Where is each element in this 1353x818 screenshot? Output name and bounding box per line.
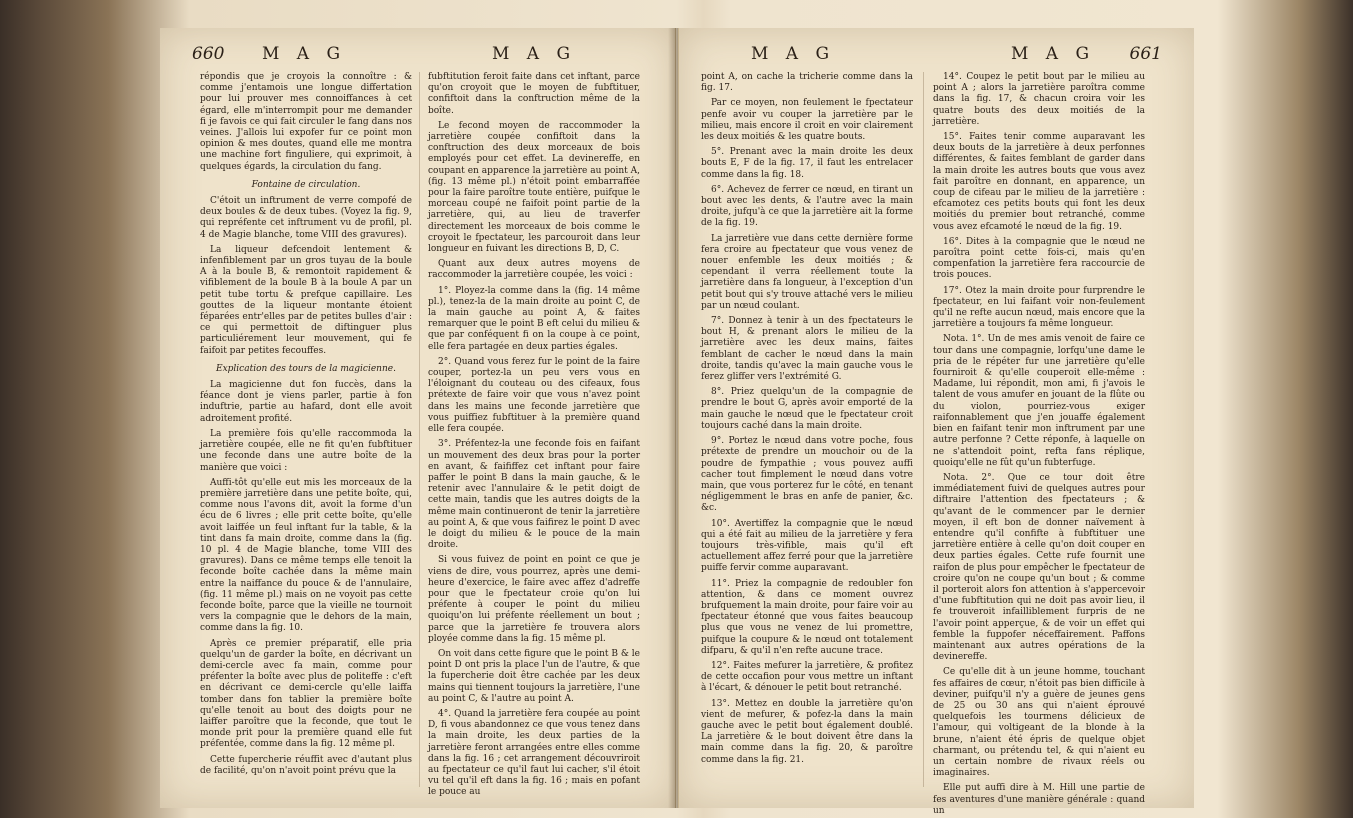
paragraph: Par ce moyen, non feulement le fpectateur penfe avoir vu couper la jarretière par le milieu, mais encore il croit en voir clairement les deux moitiés & les quatre bouts. (701, 98, 913, 143)
paragraph: 3°. Préfentez-la une feconde fois en faifant un mouvement des deux bras pour la porter en avant, & faififfez cet inftant pour faire paffer le point B dans la main gauche, & le retenir avec l'annulaire & le petit doigt de cette main, tandis que les autres doigts de la même main continueront de tenir la jarretière au point A, & que vous faifirez le point D avec le doigt du milieu & le pouce de la main droite. (428, 439, 640, 551)
paragraph: Cette fupercherie réuffit avec d'autant plus de facilité, qu'on n'avoit point prévu que la (200, 754, 412, 776)
paragraph: C'étoit un inftrument de verre compofé de deux boules & de deux tubes. (Voyez la fig. 9, qui repréfente cet inftrument vu de profil, pl. 4 de Magie blanche, tome VIII des gravures). (200, 196, 412, 240)
paragraph: La jarretière vue dans cette dernière forme fera croire au fpectateur que vous venez de nouer enfemble les deux moitiés ; & cependant il verra réellement toute la jarretière dans fa longueur, à l'exception d'un petit bout qui s'y trouve attaché vers le milieu par un nœud coulant. (701, 233, 913, 311)
paragraph: Nota. 2°. Que ce tour doit être immédiatement fuivi de quelques autres pour diftraire l'attention des fpectateurs ; & qu'avant de le commencer par le dernier moyen, il eft bon de donner naïvement à entendre qu'il confifte à fubftituer une jarretière entière à celle qu'on doit couper en deux parties égales. Cette rufe fournit une raifon de plus pour empêcher le fpectateur de croire qu'on ne coupe qu'un bout ; & comme il porteroit alors fon attention à s'appercevoir d'une fubftitution qui ne doit pas avoir lieu, il fe trouveroit infailliblement furpris de ne l'avoir point apperçue, & de voir un effet qui femble la fuppofer néceffairement. Paffons maintenant aux autres opérations de la devinereffe. (933, 472, 1145, 663)
paragraph: 12°. Faites mefurer la jarretière, & profitez de cette occafion pour vous mettre un inftant à l'écart, & dénouer le petit bout retranché. (701, 660, 913, 694)
paragraph: 4°. Quand la jarretière fera coupée au point D, fi vous abandonnez ce que vous tenez dans la main droite, les deux parties de la jarretière feront arrangées entre elles comme dans la fig. 16 ; cet arrangement découvriroit au fpectateur ce qu'il faut lui cacher, s'il étoit vu tel qu'il eft dans la fig. 16 ; mais en pofant le pouce au (428, 708, 640, 798)
column-divider (923, 72, 924, 787)
paragraph: On voit dans cette figure que le point B & le point D ont pris la place l'un de l'autre, & que la fupercherie doit être cachée par les deux mains qui tiennent toujours la jarretière, l'une au point C, & l'autre au point A. (428, 648, 640, 704)
right-running-head (711, 44, 1162, 66)
left-page (160, 28, 676, 808)
column-divider (419, 72, 420, 787)
right-running-title-2: M A G (1011, 44, 1096, 64)
paragraph: Ce qu'elle dit à un jeune homme, touchant fes affaires de cœur, n'étoit pas bien difficile à deviner, puifqu'il n'y a guère de jeunes gens de 25 ou 30 ans qui n'aient éprouvé quelquefois les tourmens délicieux de l'amour, qui voltigeant de la blonde à la brune, n'aient été épris de quelque objet charmant, ou prétendu tel, & qui n'aient eu un certain nombre de rivaux réels ou imaginaires. (933, 667, 1145, 779)
left-page-number: 660 (192, 44, 225, 64)
paragraph: 16°. Dites à la compagnie que le nœud ne paroîtra point cette fois-ci, mais qu'en compenfation la jarretière fera raccourcie de trois pouces. (933, 236, 1145, 281)
paragraph: Le fecond moyen de raccommoder la jarretière coupée confiftoit dans la conftruction des deux morceaux de bois employés pour cet effet. La devinereffe, en coupant en apparence la jarretière au point A, (fig. 13 même pl.) n'étoit point embarraffée pour la faire paroître toute entière, puifque le morceau coupé ne faifoit point partie de la jarretière, qui, au lieu de traverfer directement les morceaux de bois comme le croyoit le fpectateur, les parcouroit dans leur longueur en fuivant les directions B, D, C. (428, 120, 640, 255)
left-column-2 (428, 72, 640, 798)
paragraph: 17°. Otez la main droite pour furprendre le fpectateur, en lui faifant voir non-feulement qu'il ne refte aucun nœud, mais encore que la jarretière a toujours fa même longueur. (933, 285, 1145, 330)
paragraph: Si vous fuivez de point en point ce que je viens de dire, vous pourrez, après une demi-heure d'exercice, le faire avec affez d'adreffe pour que le fpectateur croie qu'on lui préfente à couper le point du milieu quoiqu'on lui préfente réellement un bout ; parce que la jarretière fe trouvera alors ployée comme dans la fig. 15 même pl. (428, 555, 640, 644)
paragraph: 11°. Priez la compagnie de redoubler fon attention, & dans ce moment ouvrez brufquement la main droite, pour faire voir au fpectateur étonné que vous faites beaucoup plus que vous ne venez de lui promettre, puifque la coupure & le nœud ont totalement difparu, & qu'il n'en refte aucune trace. (701, 578, 913, 656)
paragraph: 2°. Quand vous ferez fur le point de la faire couper, portez-la un peu vers vous en l'éloignant du couteau ou des cifeaux, fous prétexte de faire voir que vous n'avez point dans les mains une feconde jarretière que vous puiffiez fubftituer à la première quand elle fera coupée. (428, 356, 640, 435)
paragraph: répondis que je croyois la connoître : & comme j'entamois une longue differtation pour lui prouver mes connoiffances à cet égard, elle m'interrompit pour me demander fi je favois ce qui fait circuler le fang dans nos veines. J'allois lui expofer fur ce point mon opinion & mes doutes, quand elle me montra une machine fort finguliere, qui exprimoit, à quelques égards, la circulation du fang. (200, 72, 412, 172)
paragraph: Elle put auffi dire à M. Hill une partie de fes aventures d'une manière générale : quand un (933, 783, 1145, 816)
paragraph: 7°. Donnez à tenir à un des fpectateurs le bout H, & prenant alors le milieu de la jarretière avec les deux mains, faites femblant de cacher le nœud dans la main droite, tandis qu'avec la main gauche vous le ferez gliffer vers l'extrémité G. (701, 316, 913, 383)
paragraph: 1°. Ployez-la comme dans la (fig. 14 même pl.), tenez-la de la main droite au point C, de la main gauche au point A, & faites remarquer que le point B eft celui du milieu & que par conféquent fi on la coupe à ce point, elle fera partagée en deux parties égales. (428, 285, 640, 352)
paragraph: 15°. Faites tenir comme auparavant les deux bouts de la jarretière à deux perfonnes différentes, & faites femblant de garder dans la main droite les autres bouts que vous avez fait paroître en donnant, en apparence, un coup de cifeau par le milieu de la jarretière : efcamotez ces petits bouts qui font les deux moitiés du premier bout retranché, comme vous avez efcamoté le nœud de la fig. 19. (933, 132, 1145, 232)
paragraph: 6°. Achevez de ferrer ce nœud, en tirant un bout avec les dents, & l'autre avec la main droite, jufqu'à ce que la jarretière ait la forme de la fig. 19. (701, 184, 913, 229)
paragraph: 8°. Priez quelqu'un de la compagnie de prendre le bout G, après avoir emporté de la main gauche le nœud que le fpectateur croit toujours caché dans la main droite. (701, 387, 913, 431)
paragraph: La magicienne dut fon fuccès, dans la féance dont je viens parler, partie à fon induftrie, partie au hafard, dont elle avoit adroitement profité. (200, 380, 412, 424)
paragraph: Nota. 1°. Un de mes amis venoit de faire ce tour dans une compagnie, lorfqu'une dame le pria de le répéter fur une jarretière qu'elle fourniroit & qu'elle couperoit elle-même : Madame, lui répondit, mon ami, fi j'avois le talent de vous amufer en jouant de la flûte ou du violon, pourriez-vous exiger raifonnablement que j'en jouaffe également bien en faifant tenir mon inftrument par une autre perfonne ? Cette réponfe, à laquelle on ne s'attendoit point, refta fans réplique, quoiqu'elle ne fût qu'un fubterfuge. (933, 334, 1145, 468)
left-running-head (192, 44, 643, 66)
paragraph: Quant aux deux autres moyens de raccommoder la jarretière coupée, les voici : (428, 259, 640, 281)
paragraph: 5°. Prenant avec la main droite les deux bouts E, F de la fig. 17, il faut les entrelacer comme dans la fig. 18. (701, 147, 913, 180)
paragraph: 10°. Avertiffez la compagnie que le nœud qui a été fait au milieu de la jarretière y fera toujours très-vifible, mais qu'il eft actuellement affez ferré pour que la jarretière puiffe fervir comme auparavant. (701, 518, 913, 574)
paragraph: Après ce premier préparatif, elle pria quelqu'un de garder la boîte, en décrivant un demi-cercle avec fa main, comme pour préfenter la boîte avec plus de politeffe : c'eft en décrivant ce demi-cercle qu'elle laiffa tomber dans fon tablier la première boîte qu'elle tenoit au bout des doigts pour ne laiffer paroître que la feconde, que tout le monde prit pour la première quand elle fut préfentée, comme dans la fig. 12 même pl. (200, 638, 412, 750)
paragraph: Auffi-tôt qu'elle eut mis les morceaux de la première jarretière dans une petite boîte, qui, comme nous l'avons dit, avoit la forme d'un écu de 6 livres ; elle prit cette boîte, qu'elle avoit laiffée un feul inftant fur la table, & la tint dans fa main droite, comme dans la (fig. 10 pl. 4 de Magie blanche, tome VIII des gravures). Dans ce même temps elle tenoit la feconde boîte cachée dans la même main entre la naiffance du pouce & de l'annulaire, (fig. 11 même pl.) mais on ne voyoit pas cette feconde boîte, parce que la vieille ne tournoit vers la compagnie que le dehors de la main, comme dans la fig. 10. (200, 477, 412, 634)
left-running-title-2: M A G (492, 44, 577, 64)
right-page (678, 28, 1194, 816)
paragraph: 14°. Coupez le petit bout par le milieu au point A ; alors la jarretière paroîtra comme dans la fig. 17, & chacun croira voir les quatre bouts des deux moitiés de la jarretière. (933, 72, 1145, 127)
paragraph: 9°. Portez le nœud dans votre poche, fous prétexte de prendre un mouchoir ou de la poudre de fympathie ; vous pouvez auffi cacher tout fimplement le nœud dans votre main, que vous porterez fur le côté, en tenant négligemment le bras en anfe de panier, &c. &c. (701, 436, 913, 514)
section-heading: Explication des tours de la magicienne. (216, 363, 396, 374)
paragraph: fubftitution feroit faite dans cet inftant, parce qu'on croyoit que le moyen de fubftituer, confiftoit dans la conftruction même de la boîte. (428, 72, 640, 116)
paragraph: La première fois qu'elle raccommoda la jarretière coupée, elle ne fit qu'en fubftituer une feconde dans une autre boîte de la manière que voici : (200, 428, 412, 473)
left-running-title: M A G (262, 44, 347, 64)
section-heading: Fontaine de circulation. (251, 179, 361, 190)
right-running-title: M A G (751, 44, 836, 64)
paragraph: La liqueur defcendoit lentement & infenfiblement par un gros tuyau de la boule A à la boule B, & remontoit rapidement & vifiblement de la boule B à la boule A par un petit tube tortu & prefque capillaire. Les gouttes de la liqueur montante étoient féparées entr'elles par de petites bulles d'air : ce qui permettoit de diftinguer plus particuliérement leur mouvement, qui fe faifoit par petites fecouffes. (200, 244, 412, 356)
right-page-number: 661 (1129, 44, 1162, 64)
right-column-1 (701, 72, 913, 787)
paragraph: point A, on cache la tricherie comme dans la fig. 17. (701, 72, 913, 94)
left-column-1 (200, 72, 412, 787)
right-column-2 (933, 72, 1145, 816)
paragraph: 13°. Mettez en double la jarretière qu'on vient de mefurer, & pofez-la dans la main gauche avec le petit bout également doublé. La jarretière & le bout doivent être dans la main comme dans la fig. 20, & paroître comme dans la fig. 21. (701, 698, 913, 765)
